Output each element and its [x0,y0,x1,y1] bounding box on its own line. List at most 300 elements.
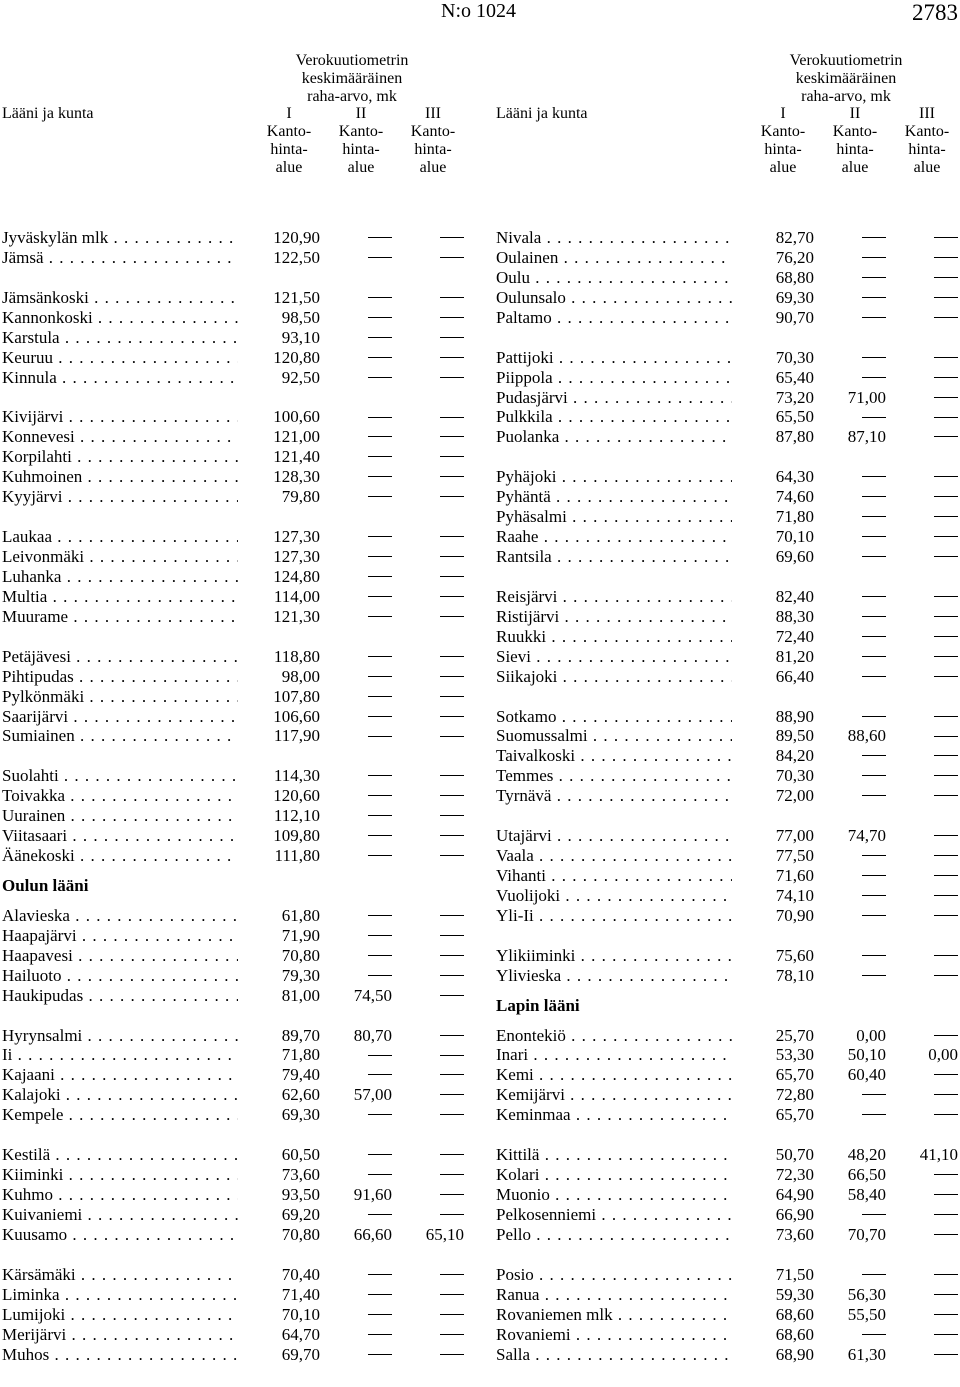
value-1: 70,10 [281,1304,320,1324]
dash-mark [934,436,958,437]
table-row [2,1225,464,1245]
empty-value-dash [814,766,886,786]
empty-value-dash [886,866,958,886]
table-row [496,1265,958,1285]
page-number: 2783 [912,0,958,25]
empty-value-dash [392,766,464,786]
dash-mark [862,755,886,756]
municipality-name: Rovaniemi . . . [496,1325,732,1345]
dash-mark [934,955,958,956]
value-1: 112,10 [273,806,320,826]
value-1: 73,20 [775,387,814,407]
value-2: 57,00 [353,1085,392,1105]
municipality-name: Siikajoki . . . [496,667,732,687]
value-1: 128,30 [273,467,320,487]
municipality-name: Multia . . . [2,587,238,607]
municipality-name: Puolanka . . . [496,427,732,447]
value-1: 111,80 [274,846,320,866]
table-row [2,368,464,388]
value-1: 70,80 [281,945,320,965]
dash-mark [934,1094,958,1095]
municipality-name: Sotkamo . . . [496,707,732,727]
empty-value-dash [392,368,464,388]
dash-mark [440,317,464,318]
table-row [2,567,464,587]
dash-mark [440,795,464,796]
dash-mark [440,736,464,737]
municipality-name: Merijärvi . . . [2,1325,238,1345]
value-1: 71,80 [775,507,814,527]
dash-mark [934,417,958,418]
municipality-name: Petäjävesi . . . [2,647,238,667]
empty-value-dash [320,348,392,368]
municipality-name: Kempele . . . [2,1105,238,1125]
table-row [496,587,958,607]
table-row [496,1105,958,1125]
dash-mark [862,636,886,637]
empty-value-dash [320,846,392,866]
value-1: 72,00 [775,786,814,806]
table-row [496,946,958,966]
empty-value-dash [814,368,886,388]
dash-mark [934,616,958,617]
empty-value-dash [814,1265,886,1285]
municipality-name: Salla . . . [496,1345,732,1365]
dash-mark [440,556,464,557]
dash-mark [440,616,464,617]
empty-value-dash [886,766,958,786]
dash-mark [934,656,958,657]
dash-mark [934,895,958,896]
table-row [496,746,958,766]
empty-value-dash [392,1145,464,1165]
dash-mark [368,556,392,557]
dash-mark [440,1294,464,1295]
dash-mark [934,556,958,557]
table-row [2,647,464,667]
dash-mark [368,237,392,238]
value-1: 69,20 [281,1204,320,1224]
table-row [496,1065,958,1085]
table-row [496,707,958,727]
dash-mark [368,496,392,497]
value-1: 68,90 [775,1344,814,1364]
value-1: 61,80 [281,905,320,925]
value-1: 65,40 [775,367,814,387]
section-heading [496,986,958,1026]
dash-mark [440,815,464,816]
table-row [496,487,958,507]
empty-value-dash [392,587,464,607]
municipality-name: Vihanti . . . [496,866,732,886]
empty-value-dash [392,1185,464,1205]
value-1: 72,30 [775,1165,814,1185]
value-3: 0,00 [928,1045,958,1065]
value-1: 70,40 [281,1264,320,1284]
value-1: 69,70 [281,1344,320,1364]
dash-mark [368,1055,392,1056]
spacer [496,687,958,707]
value-1: 106,60 [273,706,320,726]
table-row [2,1145,464,1165]
empty-value-dash [886,906,958,926]
value-2: 87,10 [847,427,886,447]
value-1: 70,30 [775,347,814,367]
empty-value-dash [392,328,464,348]
municipality-name: Paltamo . . . [496,308,732,328]
empty-value-dash [814,1205,886,1225]
empty-value-dash [886,467,958,487]
value-2: 80,70 [353,1025,392,1045]
dash-mark [440,1194,464,1195]
municipality-name: Muurame . . . [2,607,238,627]
value-1: 93,50 [281,1185,320,1205]
municipality-name: Oulainen . . . [496,248,732,268]
dash-mark [368,1114,392,1115]
empty-value-dash [392,467,464,487]
empty-value-dash [886,1026,958,1046]
empty-value-dash [320,288,392,308]
table-row [2,1085,464,1105]
empty-value-dash [320,766,392,786]
value-1: 82,70 [775,228,814,247]
value-1: 124,80 [273,566,320,586]
empty-value-dash [320,368,392,388]
dash-mark [862,317,886,318]
dash-mark [368,696,392,697]
spacer [2,507,464,527]
value-1: 87,80 [775,427,814,447]
empty-value-dash [886,886,958,906]
value-1: 74,10 [775,885,814,905]
municipality-name: Pello . . . [496,1225,732,1245]
empty-value-dash [320,806,392,826]
table-row [496,1325,958,1345]
dash-mark [440,297,464,298]
table-row [496,826,958,846]
municipality-name: Saarijärvi . . . [2,707,238,727]
municipality-name: Sievi . . . [496,647,732,667]
table-row [496,1145,958,1165]
empty-value-dash [814,866,886,886]
dash-mark [934,975,958,976]
municipality-name: Viitasaari . . . [2,826,238,846]
empty-value-dash [886,1185,958,1205]
value-2: 74,50 [353,985,392,1005]
table-row [496,607,958,627]
municipality-name: Pattijoki . . . [496,348,732,368]
municipality-name: Enontekiö . . . [496,1026,732,1046]
municipality-name: Luhanka . . . [2,567,238,587]
dash-mark [440,1114,464,1115]
dash-mark [368,616,392,617]
dash-mark [440,257,464,258]
municipality-name: Kivijärvi . . . [2,407,238,427]
empty-value-dash [814,248,886,268]
empty-value-dash [320,726,392,746]
table-row [496,388,958,408]
table-row [2,407,464,427]
municipality-name: Pihtipudas . . . [2,667,238,687]
municipality-name: Korpilahti . . . [2,447,238,467]
dash-mark [440,1154,464,1155]
table-row [2,1065,464,1085]
dash-mark [440,536,464,537]
dash-mark [440,656,464,657]
empty-value-dash [814,348,886,368]
empty-value-dash [320,248,392,268]
dash-mark [934,676,958,677]
dash-mark [368,1294,392,1295]
dash-mark [934,357,958,358]
table-row [496,627,958,647]
empty-value-dash [814,667,886,687]
municipality-name: Nivala . . . [496,228,732,248]
municipality-name: Kiiminki . . . [2,1165,238,1185]
value-1: 66,40 [775,666,814,686]
dash-mark [440,596,464,597]
municipality-name: Pyhäjoki . . . [496,467,732,487]
municipality-name: Kestilä . . . [2,1145,238,1165]
municipality-name: Kuhmoinen . . . [2,467,238,487]
table-row [2,527,464,547]
empty-value-dash [814,647,886,667]
table-row [496,1205,958,1225]
table-row [2,1105,464,1125]
table-row [496,348,958,368]
table-row [2,946,464,966]
dash-mark [440,456,464,457]
municipality-name: Jämsä . . . [2,248,238,268]
empty-value-dash [392,846,464,866]
table-row [2,1285,464,1305]
dash-mark [440,1334,464,1335]
dash-mark [440,955,464,956]
value-1: 65,70 [775,1105,814,1125]
municipality-name: Haapavesi . . . [2,946,238,966]
dash-mark [934,1035,958,1036]
municipality-name: Muonio . . . [496,1185,732,1205]
table-row [496,786,958,806]
dash-mark [368,337,392,338]
header-vero: Verokuutiometrin keskimääräinen raha-arvo, mk [789,52,903,105]
empty-value-dash [814,288,886,308]
municipality-name: Kemijärvi . . . [496,1085,732,1105]
dash-mark [368,257,392,258]
value-1: 117,90 [273,726,320,746]
value-1: 71,40 [281,1284,320,1304]
municipality-name: Haapajärvi . . . [2,926,238,946]
empty-value-dash [814,507,886,527]
dash-mark [934,397,958,398]
table-row [2,926,464,946]
value-1: 120,90 [273,228,320,247]
section-title: Oulun lääni [2,876,89,895]
empty-value-dash [886,1265,958,1285]
table-row [2,667,464,687]
dash-mark [368,716,392,717]
empty-value-dash [886,966,958,986]
empty-value-dash [320,467,392,487]
empty-value-dash [886,786,958,806]
value-1: 65,70 [775,1065,814,1085]
value-1: 72,80 [775,1085,814,1105]
empty-value-dash [392,1085,464,1105]
value-1: 114,30 [273,766,320,786]
municipality-name: Pudasjärvi . . . [496,388,732,408]
empty-value-dash [392,906,464,926]
table-row [2,1185,464,1205]
empty-value-dash [392,567,464,587]
empty-value-dash [814,527,886,547]
empty-value-dash [886,407,958,427]
table-row [496,1085,958,1105]
empty-value-dash [320,1205,392,1225]
empty-value-dash [814,467,886,487]
value-1: 65,50 [775,407,814,427]
table-row [2,966,464,986]
empty-value-dash [320,567,392,587]
empty-value-dash [886,427,958,447]
value-1: 25,70 [775,1025,814,1045]
value-1: 107,80 [273,686,320,706]
dash-mark [862,895,886,896]
table-row [2,1205,464,1225]
municipality-name: Pyhäsalmi . . . [496,507,732,527]
dash-mark [440,915,464,916]
dash-mark [934,1354,958,1355]
empty-value-dash [392,1165,464,1185]
dash-mark [368,815,392,816]
value-2: 61,30 [847,1344,886,1364]
section-title: Lapin lääni [496,995,580,1015]
municipality-name: Ranua . . . [496,1285,732,1305]
table-row [2,328,464,348]
value-1: 79,40 [281,1065,320,1085]
municipality-name: Keminmaa . . . [496,1105,732,1125]
empty-value-dash [886,487,958,507]
empty-value-dash [886,846,958,866]
municipality-name: Kinnula . . . [2,368,238,388]
header-col-II: II [849,105,861,122]
dash-mark [368,955,392,956]
municipality-name: Uurainen . . . [2,806,238,826]
dash-mark [934,915,958,916]
municipality-name: Jämsänkoski . . . [2,288,238,308]
empty-value-dash [392,1045,464,1065]
municipality-name: Piippola . . . [496,368,732,388]
value-1: 70,10 [775,527,814,547]
empty-value-dash [320,946,392,966]
header-col-III: III [919,105,935,122]
dash-mark [862,596,886,597]
dash-mark [440,995,464,996]
empty-value-dash [814,308,886,328]
spacer [496,1245,958,1265]
dash-mark [368,536,392,537]
table-row [2,846,464,866]
dash-mark [368,1274,392,1275]
value-1: 70,80 [281,1224,320,1244]
empty-value-dash [886,288,958,308]
empty-value-dash [392,1065,464,1085]
value-1: 68,60 [775,1304,814,1324]
dash-mark [862,855,886,856]
value-1: 88,30 [775,606,814,626]
value-1: 53,30 [775,1045,814,1065]
table-row [2,826,464,846]
municipality-name: Lumijoki . . . [2,1305,238,1325]
dash-mark [368,1314,392,1315]
value-2: 74,70 [847,826,886,846]
municipality-name: Kuhmo . . . [2,1185,238,1205]
empty-value-dash [814,1325,886,1345]
dash-mark [368,855,392,856]
value-1: 81,20 [775,646,814,666]
value-1: 121,40 [273,447,320,467]
value-2: 66,50 [847,1165,886,1185]
empty-value-dash [320,1265,392,1285]
dash-mark [440,835,464,836]
empty-value-dash [886,667,958,687]
empty-value-dash [320,1325,392,1345]
value-1: 74,60 [775,487,814,507]
empty-value-dash [886,308,958,328]
dash-mark [862,775,886,776]
value-1: 81,00 [281,985,320,1005]
empty-value-dash [814,487,886,507]
dash-mark [440,576,464,577]
dash-mark [440,696,464,697]
table-row [2,447,464,467]
dash-mark [862,496,886,497]
value-1: 64,30 [775,467,814,487]
table-row [2,248,464,268]
dash-mark [862,915,886,916]
value-1: 89,70 [281,1025,320,1045]
dash-mark [934,516,958,517]
value-2: 48,20 [847,1145,886,1165]
empty-value-dash [320,707,392,727]
table-row [496,407,958,427]
table-row [2,308,464,328]
value-1: 77,00 [775,826,814,846]
value-1: 78,10 [775,965,814,985]
empty-value-dash [320,228,392,248]
table-row [2,986,464,1006]
value-2: 91,60 [353,1185,392,1205]
empty-value-dash [392,288,464,308]
value-2: 58,40 [847,1185,886,1205]
value-2: 55,50 [847,1304,886,1324]
empty-value-dash [320,667,392,687]
dash-mark [862,417,886,418]
dash-mark [368,417,392,418]
table-row [496,1345,958,1365]
empty-value-dash [320,1305,392,1325]
dash-mark [440,1314,464,1315]
table-row [2,427,464,447]
empty-value-dash [886,1165,958,1185]
empty-value-dash [392,607,464,627]
dash-mark [862,955,886,956]
dash-mark [862,975,886,976]
empty-value-dash [320,687,392,707]
value-1: 73,60 [775,1224,814,1244]
empty-value-dash [392,427,464,447]
dash-mark [934,795,958,796]
value-1: 120,80 [273,347,320,367]
